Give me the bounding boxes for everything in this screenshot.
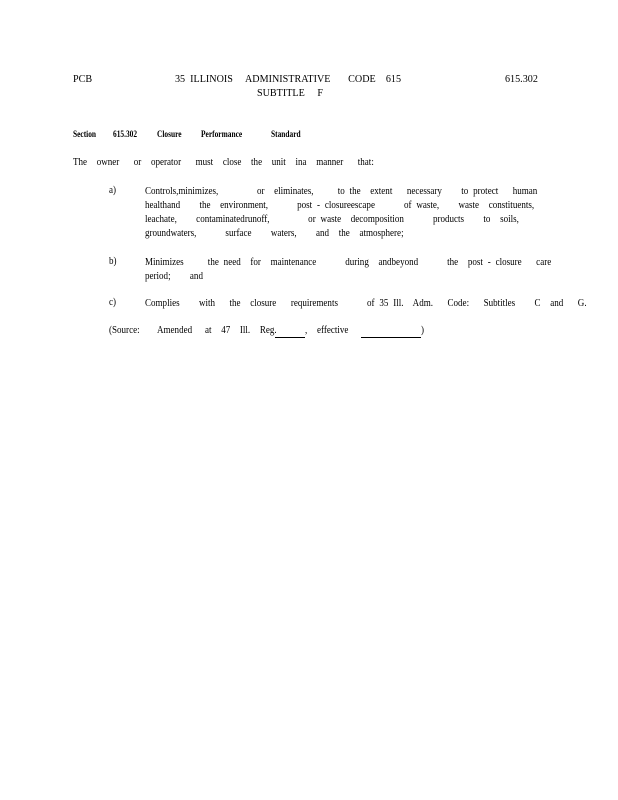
item-line: groundwaters, surface waters, and the atmosphere; [145,228,404,239]
source-open: (Source: [109,325,140,336]
item-line: healthand the environment, post - closureescape of waste, waste constituents, [145,200,535,211]
section-title-word-1: Closure [157,130,182,140]
item-text [145,297,587,311]
item-marker: b) [109,256,117,267]
section-title-word-2: Performance [201,130,243,140]
section-title-word-3: Standard [271,130,301,140]
source-amended: Amended [157,325,193,336]
source-effective: effective [317,325,349,336]
item-line: Controls,minimizes, or eliminates, to the extent necessary to protect human [145,186,538,197]
header-subtitle: SUBTITLE F [257,87,324,99]
header-right: 615.302 [505,73,538,85]
source-comma: , [305,325,308,336]
intro-text: The owner or operator must close the unit ina manner that: [73,157,374,168]
item-line: leachate, contaminatedrunoff, or waste decomposition products to soils, [145,214,519,225]
item-text [145,256,551,284]
section-label: Section [73,130,97,140]
header-left: PCB [73,73,93,85]
source-register: at 47 Ill. Reg. [205,325,277,336]
item-marker: a) [109,185,117,196]
item-marker: c) [109,297,117,308]
header-title: 35 ILLINOIS ADMINISTRATIVE CODE 615 [175,73,402,85]
section-number: 615.302 [113,130,138,140]
item-line: Minimizes the need for maintenance during andbeyond the post - closure care [145,257,552,268]
source-close: ) [421,325,425,336]
register-blank [275,325,308,338]
item-line: Complies with the closure requirements of 35 Ill. Adm. Code: Subtitles C and G. [145,298,587,309]
item-line: period; and [145,271,203,282]
effective-date-blank [361,326,421,338]
item-text [145,185,537,241]
